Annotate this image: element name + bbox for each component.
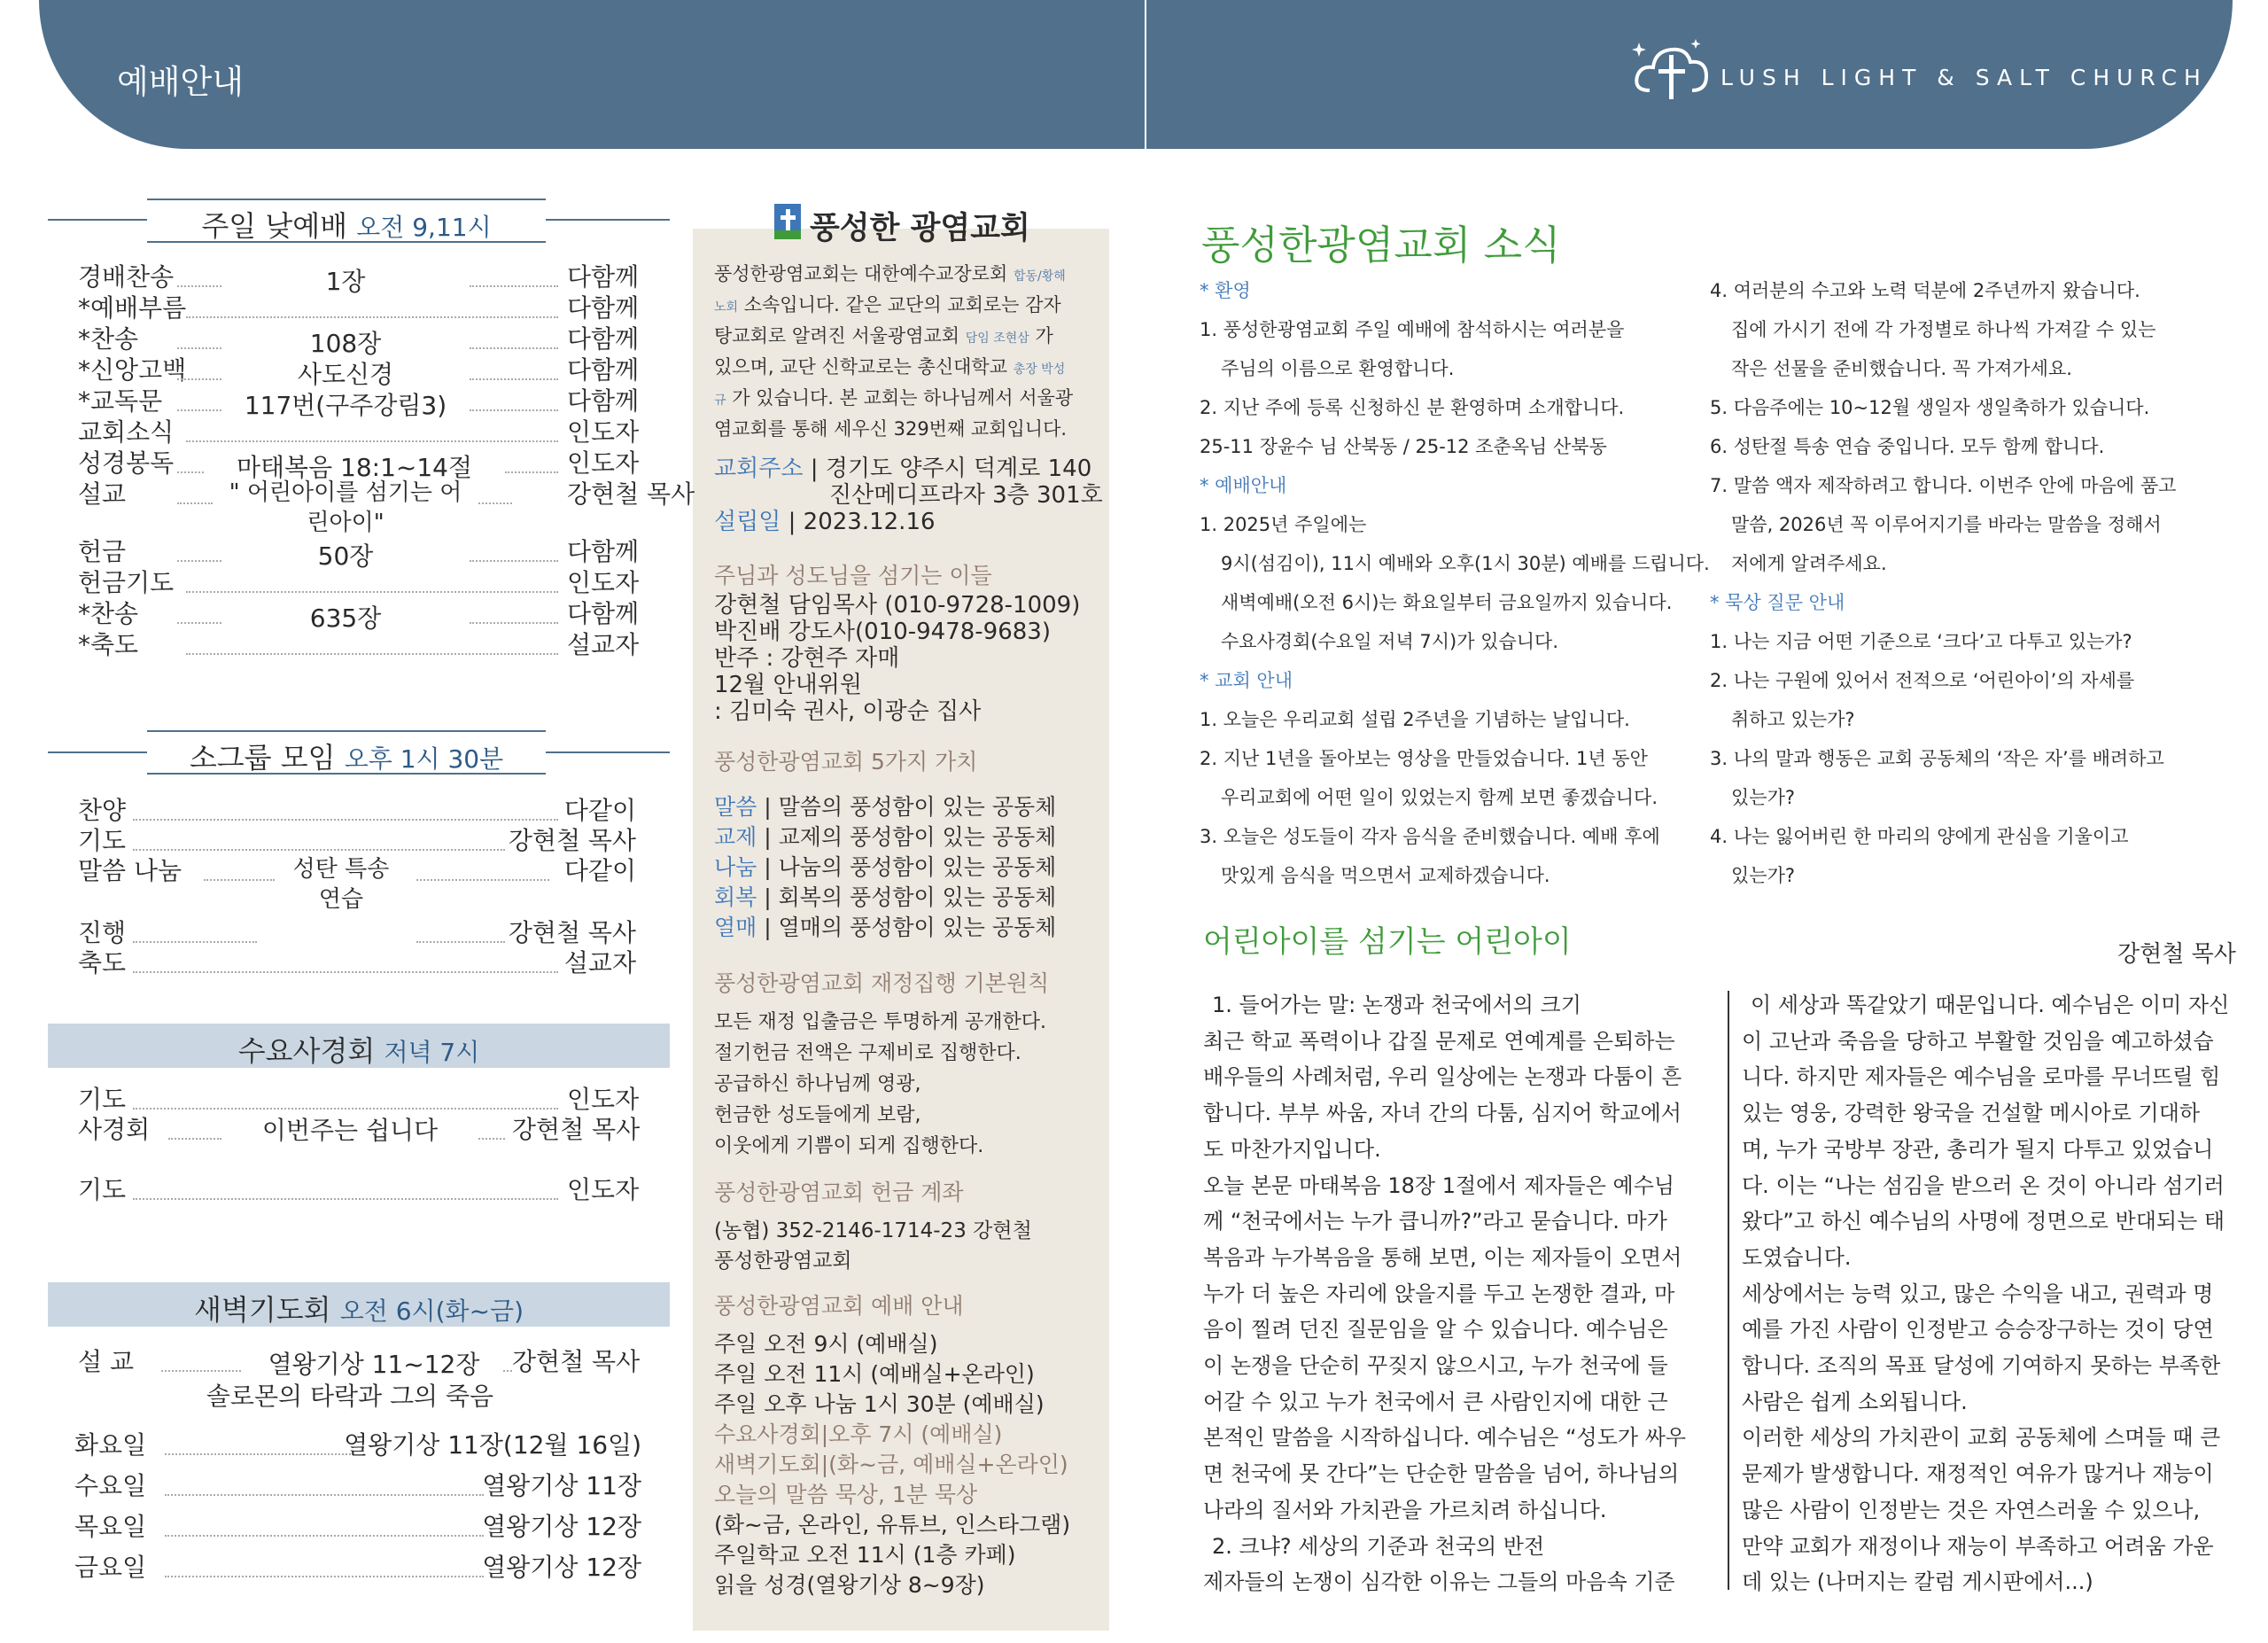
leader-dots [186, 591, 558, 593]
worship-line: 주일 오전 9시 (예배실) [714, 1331, 938, 1357]
order-label: *축도 [78, 630, 139, 659]
leader-dots [470, 409, 558, 411]
column-line: 데 있는 (나머지는 칼럼 게시판에서...) [1742, 1569, 2093, 1595]
account-line: 풍성한광염교회 [714, 1250, 852, 1273]
news-item: 작은 선물을 준비했습니다. 꼭 가져가세요. [1731, 358, 2072, 379]
leader-dots [470, 378, 558, 380]
leader-dots [177, 502, 213, 504]
order-label: *예배부름 [78, 293, 187, 323]
group-right: 강현철 목사 [508, 918, 636, 947]
order-mid: 사도신경 [297, 360, 394, 389]
church-cross-logo-icon [1632, 35, 1712, 106]
intro-text: 풍성한광염교회는 대한예수교장로회 합동/황해 [714, 263, 1066, 284]
news-item: 7. 말씀 액자 제작하려고 합니다. 이번주 안에 마음에 품고 [1710, 475, 2177, 496]
news-item: * 예배안내 [1200, 475, 1287, 496]
news-item: 1. 오늘은 우리교회 설립 2주년을 기념하는 날입니다. [1200, 709, 1630, 730]
leader-dots [161, 1370, 241, 1372]
order-label: 경배찬송 [78, 262, 175, 292]
order-mid: 117번(구주강림3) [244, 391, 447, 420]
column-line: 께 “천국에서는 누가 큽니까?”라고 묻습니다. 마가 [1203, 1209, 1667, 1234]
order-mid: 1장 [325, 267, 366, 296]
column-line: 면 천국에 못 간다”는 단순한 말씀을 넘어, 하나님의 [1203, 1461, 1680, 1487]
leader-dots [416, 879, 549, 881]
value-key: 열매 [714, 915, 757, 940]
order-label: 교회소식 [78, 417, 175, 447]
leader-dots [177, 378, 221, 380]
dawn-sermon-label: 설 교 [78, 1347, 134, 1376]
worship-line: 오늘의 말씀 묵상, 1분 묵상 [714, 1482, 978, 1507]
column-line: 사람은 쉽게 소외됩니다. [1742, 1389, 1968, 1414]
separator: | [757, 824, 779, 850]
news-item: 25-11 장윤수 님 산북동 / 25-12 조춘옥님 산북동 [1200, 436, 1607, 457]
value-key: 나눔 [714, 854, 757, 880]
intro-text: 노회 소속입니다. 같은 교단의 교회로는 감자 [714, 294, 1061, 315]
worship-line: 읽을 성경(열왕기상 8~9장) [714, 1572, 985, 1598]
column-line: 문제가 발생합니다. 재정적인 여유가 많거나 재능이 [1742, 1461, 2214, 1487]
order-label: *신앙고백 [78, 355, 187, 385]
news-item: 주님의 이름으로 환영합니다. [1221, 358, 1455, 379]
value-text: 회복의 풍성함이 있는 공동체 [778, 884, 1057, 910]
small-group-title: 소그룹 모임 오후 1시 30분 [189, 741, 504, 775]
news-item: 우리교회에 어떤 일이 있었는지 함께 보면 좋겠습니다. [1221, 787, 1658, 808]
value-text: 열매의 풍성함이 있는 공동체 [778, 915, 1057, 940]
separator: | [757, 854, 779, 880]
column-divider [1728, 991, 1729, 1590]
value-line [714, 822, 1056, 853]
value-line [714, 913, 1056, 943]
group-mid: 성탄 특송 연습 [292, 856, 390, 913]
news-item: 2. 지난 주에 등록 신청하신 분 환영하며 소개합니다. [1200, 397, 1625, 418]
news-item: 있는가? [1731, 865, 1796, 886]
servants-heading: 주님과 성도님을 섬기는 이들 [714, 563, 992, 588]
order-right: 인도자 [567, 417, 640, 447]
leader-dots [177, 285, 221, 287]
servant-line: : 김미숙 권사, 이광순 집사 [714, 698, 982, 725]
news-item: 있는가? [1731, 787, 1796, 808]
order-right: 다함께 [567, 324, 640, 354]
order-label: 헌금기도 [78, 568, 175, 597]
leader-dots [177, 560, 221, 562]
separator: | [757, 884, 779, 910]
church-box-title: 풍성한 광염교회 [810, 211, 1030, 246]
wed-label: 사경회 [78, 1115, 151, 1144]
leader-dots [177, 347, 221, 349]
column-line: 있는 영웅, 강력한 왕국을 건설할 메시아로 기대하 [1742, 1101, 2201, 1126]
finance-line: 공급하신 하나님께 영광, [714, 1073, 921, 1095]
order-right: 다함께 [567, 293, 640, 323]
order-label: *찬송 [78, 599, 139, 628]
news-item: * 묵상 질문 안내 [1710, 592, 1845, 613]
leader-dots [177, 409, 221, 411]
group-label: 진행 [78, 918, 127, 947]
leader-dots [168, 1138, 221, 1140]
order-label: 설교 [78, 479, 127, 509]
leader-dots [177, 622, 221, 624]
worship-line: 수요사경회|오후 7시 (예배실) [714, 1421, 1003, 1447]
church-flag-icon [774, 204, 801, 239]
column-line: 다. 이는 “나는 섬김을 받으러 온 것이 아니라 섬기러 [1742, 1172, 2225, 1198]
column-line: 본적인 말씀을 시작하십니다. 예수님은 “성도가 싸우 [1203, 1425, 1687, 1451]
worship-line: (화~금, 온라인, 유튜브, 인스타그램) [714, 1512, 1071, 1538]
news-item: 새벽예배(오전 6시)는 화요일부터 금요일까지 있습니다. [1221, 592, 1673, 613]
dawn-reading: 열왕기상 12장 [482, 1553, 641, 1582]
leader-dots [478, 502, 512, 504]
worship-line: 주일 오전 11시 (예배실+온라인) [714, 1361, 1035, 1387]
divider [147, 199, 546, 200]
divider [546, 219, 670, 221]
leader-dots [133, 849, 505, 851]
dawn-sermon-subtitle: 솔로몬의 타락과 그의 죽음 [206, 1382, 494, 1411]
group-label: 축도 [78, 948, 127, 977]
column-line: 만약 교회가 재정이나 재능이 부족하고 어려움 가운 [1742, 1533, 2214, 1559]
dawn-sermon-text: 열왕기상 11~12장 [268, 1350, 480, 1379]
finance-line: 헌금한 성도들에게 보람, [714, 1104, 921, 1126]
news-item: 4. 여러분의 수고와 노력 덕분에 2주년까지 왔습니다. [1710, 280, 2140, 301]
leader-dots [177, 471, 204, 473]
intro-text: 있으며, 교단 신학교로는 총신대학교 총장 박성 [714, 356, 1066, 378]
dawn-day: 금요일 [74, 1553, 147, 1582]
column-line: 나라의 질서와 가치관을 가르치려 하십니다. [1203, 1497, 1607, 1522]
order-mid: 108장 [309, 329, 382, 358]
leader-dots [470, 622, 558, 624]
intro-text: 염교회를 통해 세우신 329번째 교회입니다. [714, 418, 1068, 440]
news-title: 풍성한광염교회 소식 [1201, 222, 1561, 269]
column-line: 왔다”고 하신 예수님의 사명에 정면으로 반대되는 태 [1742, 1209, 2225, 1234]
group-right: 다같이 [563, 796, 636, 825]
intro-text: 규 가 있습니다. 본 교회는 하나님께서 서울광 [714, 387, 1074, 409]
leader-dots [133, 941, 257, 943]
group-label: 찬양 [78, 796, 127, 825]
column-line: 오늘 본문 마태복음 18장 1절에서 제자들은 예수님 [1203, 1172, 1675, 1198]
order-right: 다함께 [567, 599, 640, 628]
leader-dots [505, 471, 558, 473]
dawn-title: 새벽기도회 오전 6시(화~금) [194, 1293, 524, 1327]
group-right: 강현철 목사 [508, 826, 636, 855]
separator: | [757, 915, 779, 940]
order-label: *찬송 [78, 324, 139, 354]
news-item: 2. 나는 구원에 있어서 전적으로 ‘어린아이’의 자세를 [1710, 670, 2135, 691]
column-line: 도였습니다. [1742, 1244, 1852, 1270]
church-name-header: LUSH LIGHT & SALT CHURCH [1720, 65, 2208, 90]
worship-heading: 풍성한광염교회 예배 안내 [714, 1293, 964, 1319]
order-right: 설교자 [567, 630, 640, 659]
wed-right: 인도자 [567, 1085, 640, 1114]
leader-dots [133, 971, 558, 973]
column-line: 이러한 세상의 가치관이 교회 공동체에 스며들 때 큰 [1742, 1425, 2221, 1451]
column-line: 배우들의 사례처럼, 우리 일상에는 논쟁과 다툼이 흔 [1203, 1064, 1682, 1090]
group-right: 설교자 [563, 948, 636, 977]
column-line: 복음과 누가복음을 통해 보면, 이는 제자들이 오면서 [1203, 1244, 1682, 1270]
group-label: 말씀 나눔 [78, 856, 183, 885]
finance-line: 절기헌금 전액은 구제비로 집행한다. [714, 1042, 1021, 1064]
news-item: 1. 나는 지금 어떤 기준으로 ‘크다’고 다투고 있는가? [1710, 631, 2132, 652]
column-line: 합니다. 조직의 목표 달성에 기여하지 못하는 부족한 [1742, 1353, 2221, 1378]
news-item: * 환영 [1200, 280, 1251, 301]
leader-dots [186, 316, 558, 318]
address-line-2: 진산메디프라자 3층 301호 [829, 482, 1103, 509]
founded-line: 설립일 | 2023.12.16 [714, 509, 936, 535]
news-item: 말씀, 2026년 꼭 이루어지기를 바라는 말씀을 정해서 [1731, 514, 2162, 535]
column-line: 며, 누가 국방부 장관, 총리가 될지 다투고 있었습니 [1742, 1136, 2214, 1162]
column-line: 많은 사람이 인정받는 것은 자연스러울 수 있으나, [1742, 1497, 2201, 1522]
divider [147, 730, 546, 732]
account-heading: 풍성한광염교회 헌금 계좌 [714, 1180, 964, 1205]
leader-dots [204, 879, 275, 881]
dawn-reading: 열왕기상 12장 [482, 1512, 641, 1541]
column-line: 이 고난과 죽음을 당하고 부활할 것임을 예고하셨습 [1742, 1028, 2214, 1054]
finance-line: 이웃에게 기쁨이 되게 집행한다. [714, 1135, 984, 1157]
leader-dots [133, 1198, 558, 1200]
news-item: 5. 다음주에는 10~12월 생일자 생일축하가 있습니다. [1710, 397, 2150, 418]
page-title: 예배안내 [117, 63, 244, 101]
column-line: 합니다. 부부 싸움, 자녀 간의 다툼, 심지어 학교에서 [1203, 1101, 1682, 1126]
leader-dots [165, 1453, 351, 1455]
wednesday-title: 수요사경회 저녁 7시 [237, 1034, 480, 1068]
order-right: 다함께 [567, 537, 640, 566]
value-line [714, 853, 1056, 883]
column-author: 강현철 목사 [2117, 941, 2236, 968]
group-label: 기도 [78, 826, 127, 855]
leader-dots [478, 1138, 505, 1140]
news-item: 집에 가시기 전에 각 가정별로 하나씩 가져갈 수 있는 [1731, 319, 2156, 340]
news-item: 6. 성탄절 특송 연습 중입니다. 모두 함께 합니다. [1710, 436, 2105, 457]
column-line: 세상에서는 능력 있고, 많은 수익을 내고, 권력과 명 [1742, 1281, 2214, 1306]
wed-right: 강현철 목사 [512, 1115, 641, 1144]
wed-label: 기도 [78, 1175, 127, 1204]
dawn-reading: 열왕기상 11장(12월 16일) [344, 1430, 641, 1460]
leader-dots [133, 819, 558, 821]
news-item: 수요사경회(수요일 저녁 7시)가 있습니다. [1221, 631, 1559, 652]
news-item: * 교회 안내 [1200, 670, 1293, 691]
finance-line: 모든 재정 입출금은 투명하게 공개한다. [714, 1011, 1046, 1033]
news-item: 1. 2025년 주일에는 [1200, 514, 1367, 535]
news-item: 4. 나는 잃어버린 한 마리의 양에게 관심을 기울이고 [1710, 826, 2129, 847]
order-mid: " 어린아이를 섬기는 어린아이" [229, 479, 462, 536]
worship-line: 새벽기도회|(화~금, 예배실+온라인) [714, 1452, 1068, 1477]
order-right: 다함께 [567, 386, 640, 416]
values-heading: 풍성한광염교회 5가지 가치 [714, 749, 978, 775]
order-mid: 마태복음 18:1~14절 [236, 453, 473, 482]
order-right: 다함께 [567, 262, 640, 292]
column-line: 이 세상과 똑같았기 때문입니다. 예수님은 이미 자신 [1751, 993, 2230, 1017]
column-line: 예를 가진 사람이 인정받고 승승장구하는 것이 당연 [1742, 1317, 2214, 1343]
worship-line: 주일 오후 나눔 1시 30분 (예배실) [714, 1391, 1045, 1417]
servant-line: 12월 안내위원 [714, 672, 862, 698]
address-line: 교회주소 | 경기도 양주시 덕계로 140 [714, 456, 1092, 482]
servant-line: 강현철 담임목사 (010-9728-1009) [714, 592, 1081, 619]
news-item: 3. 나의 말과 행동은 교회 공동체의 ‘작은 자’를 배려하고 [1710, 748, 2164, 769]
account-line: (농협) 352-2146-1714-23 강현철 [714, 1219, 1032, 1242]
news-item: 1. 풍성한광염교회 주일 예배에 참석하시는 여러분을 [1200, 319, 1625, 340]
news-item: 3. 오늘은 성도들이 각자 음식을 준비했습니다. 예배 후에 [1200, 826, 1660, 847]
value-key: 말씀 [714, 794, 757, 820]
column-line: 2. 크냐? 세상의 기준과 천국의 반전 [1212, 1533, 1545, 1559]
leader-dots [186, 440, 558, 442]
column-title: 어린아이를 섬기는 어린아이 [1203, 924, 1572, 960]
divider [48, 219, 147, 221]
column-line: 최근 학교 폭력이나 갑질 문제로 연예계를 은퇴하는 [1203, 1028, 1675, 1054]
news-item: 취하고 있는가? [1731, 709, 1855, 730]
order-right: 다함께 [567, 355, 640, 385]
intro-text: 탕교회로 알려진 서울광염교회 담임 조현삼 가 [714, 325, 1053, 347]
value-text: 교제의 풍성함이 있는 공동체 [778, 824, 1057, 850]
finance-heading: 풍성한광염교회 재정집행 기본원칙 [714, 970, 1050, 996]
leader-dots [416, 941, 505, 943]
column-line: 이 논쟁을 단순히 꾸짖지 않으시고, 누가 천국에 들 [1203, 1353, 1668, 1378]
servant-line: 박진배 강도사(010-9478-9683) [714, 619, 1051, 645]
leader-dots [503, 1370, 512, 1372]
order-label: *교독문 [78, 386, 163, 416]
wed-note: 이번주는 쉽니다 [261, 1116, 439, 1145]
order-right: 인도자 [567, 448, 640, 478]
news-item: 2. 지난 1년을 돌아보는 영상을 만들었습니다. 1년 동안 [1200, 748, 1648, 769]
value-key: 교제 [714, 824, 757, 850]
wed-label: 기도 [78, 1085, 127, 1114]
column-line: 니다. 하지만 제자들은 예수님을 로마를 무너뜨릴 힘 [1742, 1064, 2221, 1090]
group-right: 다같이 [563, 856, 636, 885]
value-line [714, 792, 1056, 822]
leader-dots [165, 1576, 484, 1577]
leader-dots [470, 347, 558, 349]
order-mid: 635장 [309, 603, 382, 633]
order-label: 성경봉독 [78, 448, 175, 478]
leader-dots [470, 560, 558, 562]
worship-line: 주일학교 오전 11시 (1층 카페) [714, 1542, 1016, 1568]
order-mid: 50장 [317, 541, 374, 571]
dawn-reading: 열왕기상 11장 [482, 1471, 641, 1500]
leader-dots [186, 653, 558, 655]
servant-line: 반주 : 강현주 자매 [714, 645, 900, 672]
separator: | [757, 794, 779, 820]
order-label: 헌금 [78, 537, 127, 566]
order-right: 인도자 [567, 568, 640, 597]
value-key: 회복 [714, 884, 757, 910]
sunday-service-title: 주일 낮예배 오전 9,11시 [201, 209, 492, 243]
dawn-day: 목요일 [74, 1512, 147, 1541]
leader-dots [133, 1108, 558, 1110]
dawn-day: 화요일 [74, 1430, 147, 1460]
dawn-sermon-preacher: 강현철 목사 [512, 1347, 641, 1376]
wed-right: 인도자 [567, 1175, 640, 1204]
dawn-day: 수요일 [74, 1471, 147, 1500]
news-item: 저에게 알려주세요. [1731, 553, 1887, 574]
column-line: 누가 더 높은 자리에 앉을지를 두고 논쟁한 결과, 마 [1203, 1281, 1675, 1306]
value-text: 말씀의 풍성함이 있는 공동체 [778, 794, 1057, 820]
leader-dots [165, 1535, 484, 1537]
column-line: 1. 들어가는 말: 논쟁과 천국에서의 크기 [1212, 993, 1581, 1017]
column-line: 제자들의 논쟁이 심각한 이유는 그들의 마음속 기준 [1203, 1569, 1675, 1595]
leader-dots [470, 285, 558, 287]
column-line: 도 마찬가지입니다. [1203, 1136, 1381, 1162]
column-line: 음이 찔려 던진 질문임을 알 수 있습니다. 예수님은 [1203, 1317, 1668, 1343]
value-text: 나눔의 풍성함이 있는 공동체 [778, 854, 1057, 880]
news-item: 9시(섬김이), 11시 예배와 오후(1시 30분) 예배를 드립니다. [1221, 553, 1710, 574]
divider [546, 751, 670, 753]
order-right: 강현철 목사 [567, 479, 695, 509]
news-item: 맛있게 음식을 먹으면서 교제하겠습니다. [1221, 865, 1550, 886]
value-line [714, 883, 1056, 913]
column-line: 어갈 수 있고 누가 천국에서 큰 사람인지에 대한 근 [1203, 1389, 1668, 1414]
leader-dots [165, 1494, 484, 1496]
divider [48, 751, 147, 753]
